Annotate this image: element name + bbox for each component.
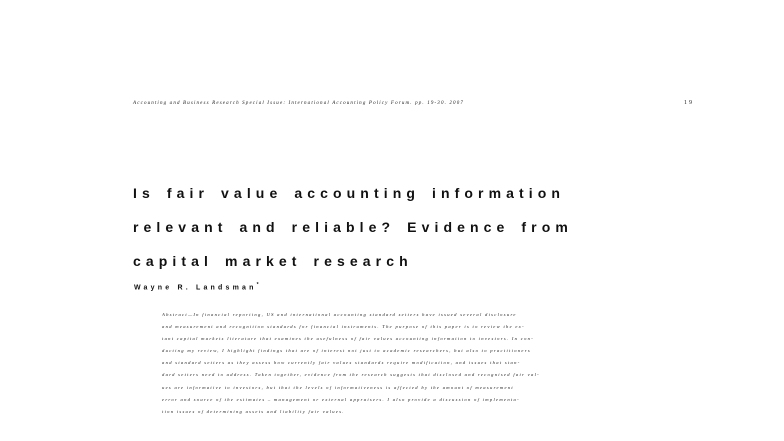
title-line-1: Is fair value accounting information bbox=[133, 185, 566, 201]
abstract-line: tion issues of determining assets and liability fair values. bbox=[162, 408, 345, 414]
abstract-line: tant capital markets literature that examines the usefulness of fair values accounting information to investors. In con- bbox=[162, 336, 535, 342]
abstract-line: and standard setters as they assess how currently fair values standards require modification, and issues that stan- bbox=[162, 360, 521, 366]
author-footnote-mark: * bbox=[256, 282, 259, 288]
article-title bbox=[133, 176, 693, 278]
abstract bbox=[162, 309, 692, 418]
title-line-2: relevant and reliable? Evidence from bbox=[133, 219, 573, 235]
title-line-3: capital market research bbox=[133, 253, 413, 269]
abstract-line: and measurement and recognition standards for financial instruments. The purpose of this paper is to review the ex- bbox=[162, 324, 525, 330]
abstract-line: error and source of the estimates – management or external appraisers. I also provide a discussion of implementa- bbox=[162, 396, 520, 402]
page-number: 19 bbox=[684, 100, 694, 106]
author-byline bbox=[134, 282, 259, 291]
author-name: Wayne R. Landsman bbox=[134, 284, 257, 292]
abstract-line: ues are informative to investors, but that the levels of informativeness is affected by the amount of measurement bbox=[162, 384, 514, 390]
abstract-line: Abstract—In financial reporting, US and international accounting standard setters have issued several disclosure bbox=[162, 312, 517, 317]
abstract-line: dard setters need to address. Taken together, evidence from the research suggests that disclosed and recognised fair val- bbox=[162, 372, 540, 378]
running-head: Accounting and Business Research Special Issue: International Accounting Policy Forum. pp. 19-30. 2007 bbox=[133, 101, 465, 106]
abstract-line: ducting my review, I highlight findings that are of interest not just to academic researchers, but also to practitioners bbox=[162, 348, 531, 354]
